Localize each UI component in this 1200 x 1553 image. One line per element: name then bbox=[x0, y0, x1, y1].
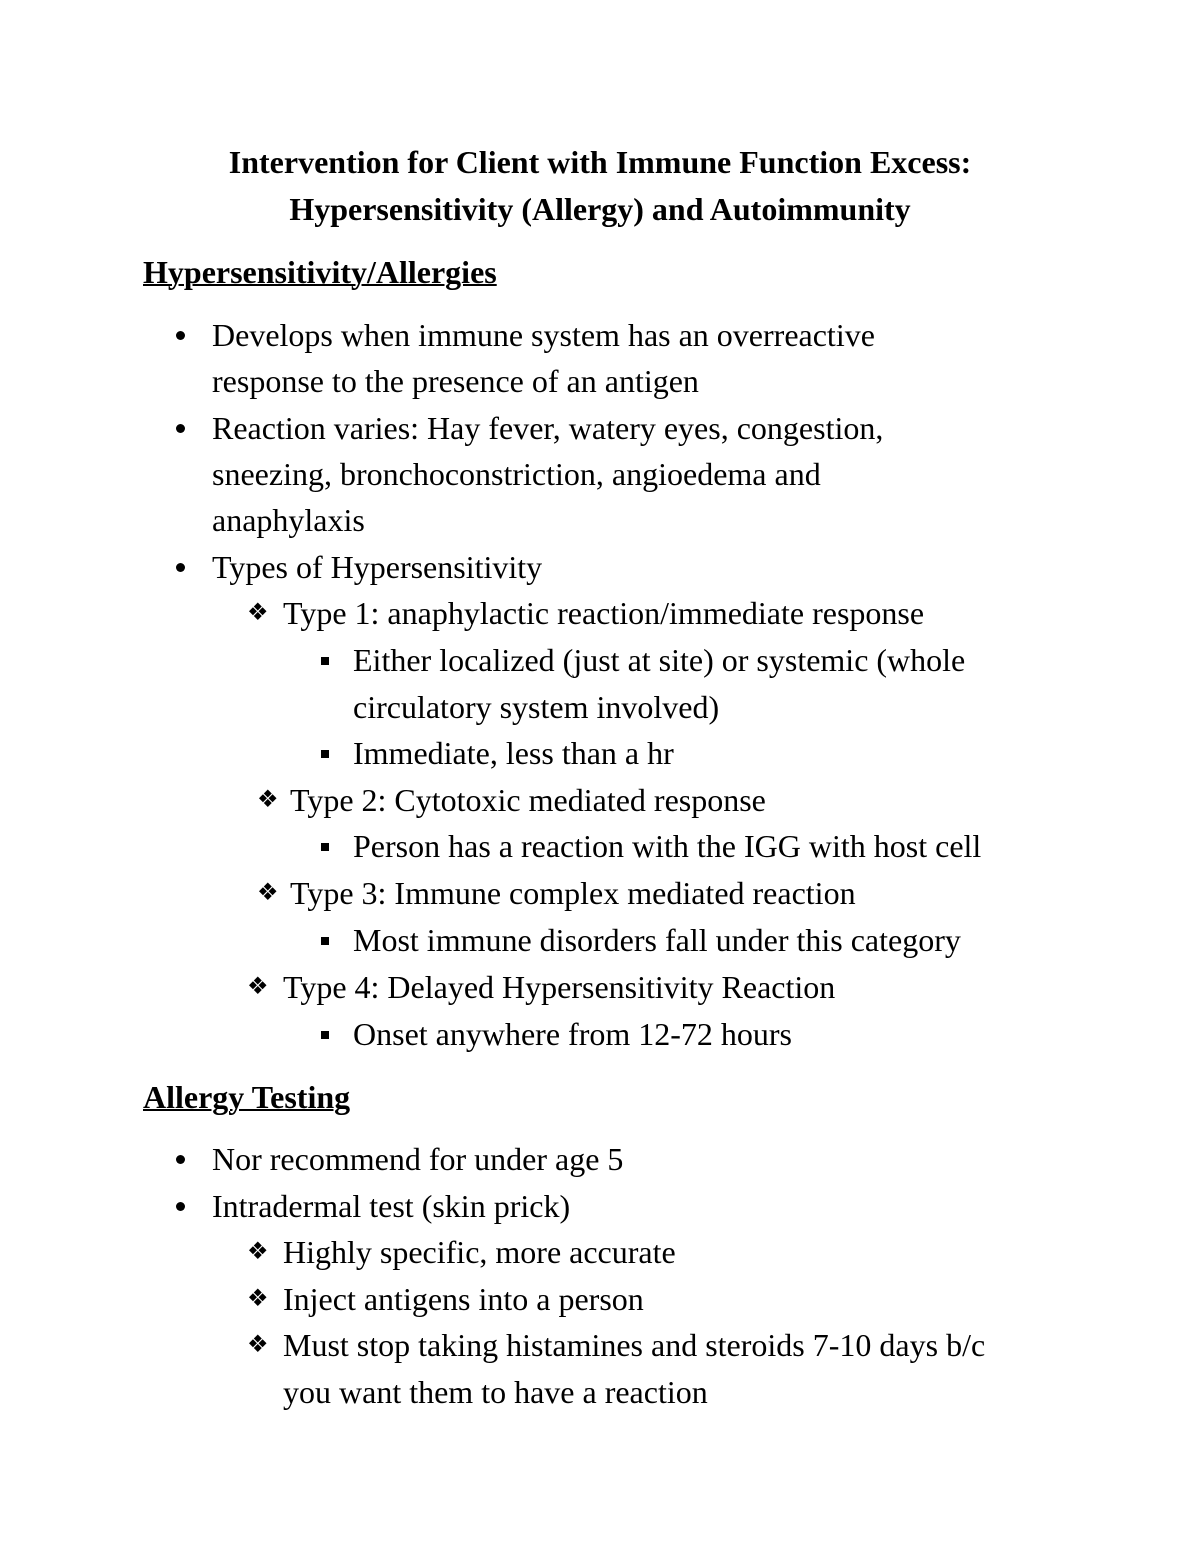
list-item: Onset anywhere from 12-72 hours bbox=[353, 1016, 792, 1052]
section-heading: Hypersensitivity/Allergies bbox=[143, 254, 497, 290]
list-item: Types of Hypersensitivity bbox=[212, 549, 543, 585]
list-item: Person has a reaction with the IGG with host cell bbox=[353, 828, 982, 864]
list-item: Inject antigens into a person bbox=[283, 1281, 644, 1317]
list-item-cont: circulatory system involved) bbox=[353, 689, 720, 725]
section-heading: Allergy Testing bbox=[143, 1079, 351, 1115]
list-item: Type 3: Immune complex mediated reaction bbox=[290, 875, 856, 911]
diamond-bullet-icon: ❖ bbox=[247, 600, 269, 626]
list-item: Must stop taking histamines and steroids 7-10 days b/c bbox=[283, 1327, 986, 1363]
list-item-cont: anaphylaxis bbox=[212, 502, 365, 538]
list-item: Intradermal test (skin prick) bbox=[212, 1188, 571, 1224]
list-item: Type 4: Delayed Hypersensitivity Reaction bbox=[283, 969, 836, 1005]
diamond-bullet-icon: ❖ bbox=[257, 880, 279, 906]
diamond-bullet-icon: ❖ bbox=[247, 1286, 269, 1312]
list-item-cont: sneezing, bronchoconstriction, angioedema and bbox=[212, 456, 821, 492]
list-item: Highly specific, more accurate bbox=[283, 1234, 676, 1270]
list-item: Either localized (just at site) or systemic (whole bbox=[353, 642, 966, 678]
list-item: Reaction varies: Hay fever, watery eyes, congestion, bbox=[212, 410, 884, 446]
diamond-bullet-icon: ❖ bbox=[247, 1239, 269, 1265]
diamond-bullet-icon: ❖ bbox=[247, 1332, 269, 1358]
list-item-cont: response to the presence of an antigen bbox=[212, 363, 699, 399]
title-line-2: Hypersensitivity (Allergy) and Autoimmunity bbox=[289, 191, 911, 227]
list-item: Most immune disorders fall under this category bbox=[353, 922, 961, 958]
diamond-bullet-icon: ❖ bbox=[247, 974, 269, 1000]
list-item: Develops when immune system has an overreactive bbox=[212, 317, 875, 353]
list-item: Type 1: anaphylactic reaction/immediate response bbox=[283, 595, 925, 631]
list-item-cont: you want them to have a reaction bbox=[283, 1374, 708, 1410]
list-item: Nor recommend for under age 5 bbox=[212, 1141, 624, 1177]
title-line-1: Intervention for Client with Immune Function Excess: bbox=[228, 144, 972, 180]
list-item: Immediate, less than a hr bbox=[353, 735, 674, 771]
diamond-bullet-icon: ❖ bbox=[257, 787, 279, 813]
list-item: Type 2: Cytotoxic mediated response bbox=[290, 782, 766, 818]
